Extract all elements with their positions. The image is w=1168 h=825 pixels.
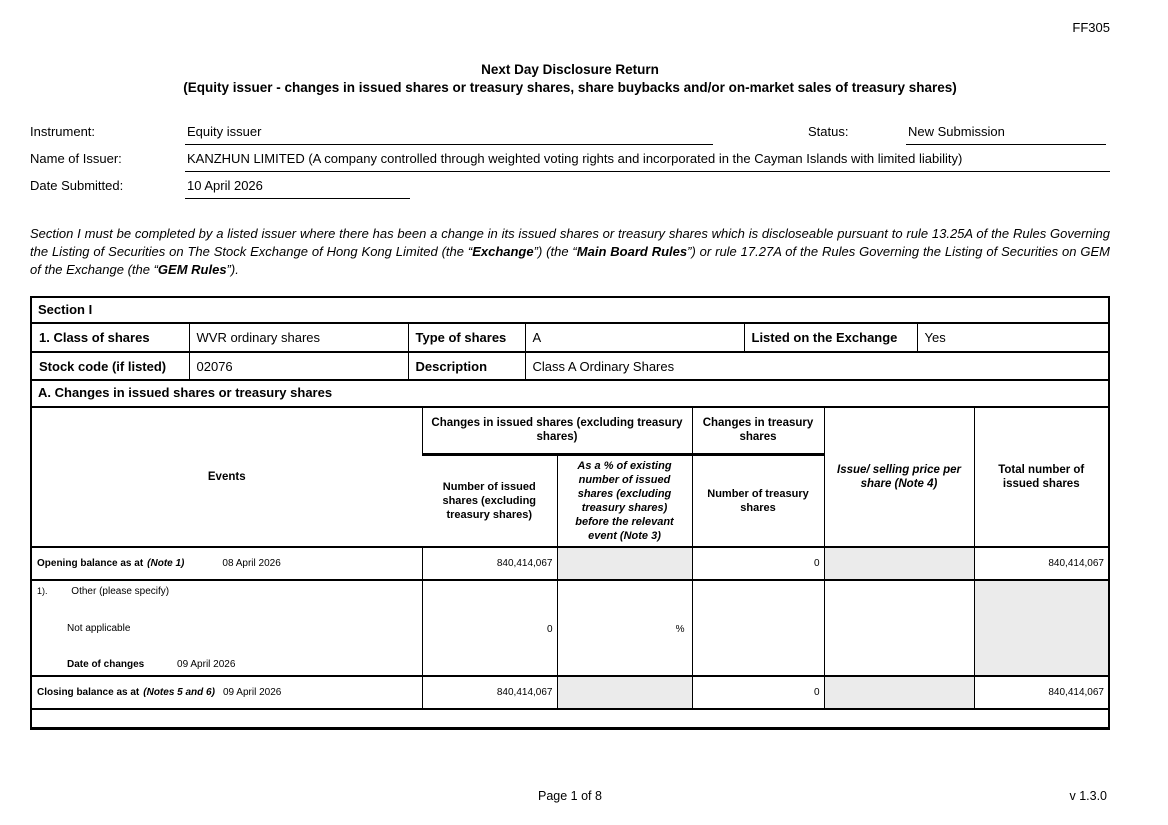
part-a-heading: A. Changes in issued shares or treasury shares bbox=[32, 381, 1108, 408]
other-event-title: Other (please specify) bbox=[71, 585, 170, 597]
section1-instructions bbox=[30, 225, 1110, 279]
form-code: FF305 bbox=[1072, 20, 1110, 35]
intro-text-4: ”). bbox=[226, 262, 239, 277]
opening-balance-row bbox=[32, 547, 1108, 580]
type-of-shares-value: A bbox=[525, 324, 744, 352]
closing-issued-shares: 840,414,067 bbox=[422, 676, 557, 709]
empty-spacer-row bbox=[32, 709, 1108, 727]
opening-price-shaded-cell bbox=[824, 547, 974, 580]
num-issued-column-header: Number of issued shares (excluding treasury shares) bbox=[422, 454, 557, 547]
closing-balance-note: (Notes 5 and 6) bbox=[143, 686, 215, 698]
type-of-shares-label: Type of shares bbox=[408, 324, 525, 352]
status-value: New Submission bbox=[906, 118, 1106, 145]
class-of-shares-label: 1. Class of shares bbox=[32, 324, 189, 352]
closing-balance-label: Closing balance as at bbox=[37, 686, 140, 698]
class-of-shares-row bbox=[32, 324, 1108, 352]
version-number: v 1.3.0 bbox=[1069, 788, 1107, 803]
share-class-table bbox=[32, 324, 1108, 381]
closing-balance-row bbox=[32, 676, 1108, 709]
issuer-row bbox=[30, 145, 1110, 172]
intro-text-3: ”) or rule 17.27A of the Rules Governing the Listing of Securities on GEM of the Exchange (the “ bbox=[30, 244, 1111, 277]
opening-issued-shares: 840,414,067 bbox=[422, 547, 557, 580]
other-event-row bbox=[32, 580, 1108, 676]
issued-shares-group-header: Changes in issued shares (excluding treasury shares) bbox=[422, 408, 692, 454]
group-header-row bbox=[32, 408, 1108, 454]
intro-bold-main-board-rules: Main Board Rules bbox=[576, 244, 688, 259]
closing-balance-date: 09 April 2026 bbox=[222, 686, 282, 698]
empty-spacer-cell bbox=[32, 709, 1108, 727]
issuer-label: Name of Issuer: bbox=[30, 151, 122, 166]
total-issued-column-header: Total number of issued shares bbox=[974, 408, 1108, 547]
form-fields bbox=[30, 118, 1110, 199]
other-percent-sign: % bbox=[557, 580, 692, 676]
date-submitted-row bbox=[30, 172, 1110, 199]
other-price-cell bbox=[824, 580, 974, 676]
date-of-changes-label: Date of changes bbox=[67, 658, 145, 670]
intro-bold-gem-rules: GEM Rules bbox=[157, 262, 227, 277]
closing-price-shaded-cell bbox=[824, 676, 974, 709]
other-event-index: 1). bbox=[37, 585, 48, 596]
title-block bbox=[30, 62, 1110, 95]
listed-on-exchange-value: Yes bbox=[917, 324, 1108, 352]
changes-table bbox=[32, 408, 1108, 727]
opening-total-shares: 840,414,067 bbox=[974, 547, 1108, 580]
num-treasury-column-header: Number of treasury shares bbox=[692, 454, 824, 547]
issuer-value: KANZHUN LIMITED (A company controlled through weighted voting rights and incorporated in the Cayman Islands with limited liability) bbox=[185, 145, 1110, 172]
percent-existing-column-header: As a % of existing number of issued shares (excluding treasury shares) before the relevant event (Note 3) bbox=[557, 454, 692, 547]
events-column-header: Events bbox=[32, 408, 422, 547]
opening-balance-note: (Note 1) bbox=[147, 557, 185, 569]
intro-text-2: ”) (the “ bbox=[533, 244, 577, 259]
section1-table bbox=[30, 296, 1110, 730]
stock-code-row bbox=[32, 352, 1108, 380]
page-title: Next Day Disclosure Return bbox=[481, 62, 659, 77]
other-total-shaded-cell bbox=[974, 580, 1108, 676]
page-number: Page 1 of 8 bbox=[538, 788, 602, 803]
status-label: Status: bbox=[808, 124, 849, 139]
instrument-row bbox=[30, 118, 1110, 145]
opening-percent-shaded-cell bbox=[557, 547, 692, 580]
price-column-header: Issue/ selling price per share (Note 4) bbox=[824, 408, 974, 547]
opening-balance-label: Opening balance as at bbox=[37, 557, 144, 569]
closing-percent-shaded-cell bbox=[557, 676, 692, 709]
intro-bold-exchange: Exchange bbox=[472, 244, 534, 259]
date-submitted-value: 10 April 2026 bbox=[185, 172, 410, 199]
stock-code-label: Stock code (if listed) bbox=[32, 352, 189, 380]
treasury-shares-group-header: Changes in treasury shares bbox=[692, 408, 824, 454]
other-event-title-line bbox=[37, 586, 417, 597]
instrument-label: Instrument: bbox=[30, 124, 96, 139]
section1-heading: Section I bbox=[32, 298, 1108, 324]
page-footer bbox=[30, 789, 1110, 805]
description-value: Class A Ordinary Shares bbox=[525, 352, 1108, 380]
date-submitted-label: Date Submitted: bbox=[30, 178, 124, 193]
opening-balance-label-cell bbox=[32, 547, 422, 580]
description-label: Description bbox=[408, 352, 525, 380]
other-issued-shares: 0 bbox=[422, 580, 557, 676]
other-event-label-cell bbox=[32, 580, 422, 676]
other-event-date-line bbox=[67, 659, 417, 670]
closing-total-shares: 840,414,067 bbox=[974, 676, 1108, 709]
stock-code-value: 02076 bbox=[189, 352, 408, 380]
page-subtitle: (Equity issuer - changes in issued shares or treasury shares, share buybacks and/or on-market sales of treasury shares) bbox=[183, 80, 957, 95]
opening-balance-date: 08 April 2026 bbox=[222, 557, 281, 569]
closing-balance-label-cell bbox=[32, 676, 422, 709]
listed-on-exchange-label: Listed on the Exchange bbox=[744, 324, 917, 352]
other-event-detail: Not applicable bbox=[67, 622, 131, 634]
date-of-changes-value: 09 April 2026 bbox=[177, 658, 236, 670]
intro-text-1: Section I must be completed by a listed issuer where there has been a change in its issued shares or treasury shares which is discloseable pursuant to rule 13.25A of the Rules Governing the Listing of Securities on The Stock Exchange of Hong Kong Limited (the “ bbox=[30, 226, 1110, 259]
closing-treasury-shares: 0 bbox=[692, 676, 824, 709]
instrument-value: Equity issuer bbox=[185, 118, 713, 145]
opening-treasury-shares: 0 bbox=[692, 547, 824, 580]
other-treasury-cell bbox=[692, 580, 824, 676]
class-of-shares-value: WVR ordinary shares bbox=[189, 324, 408, 352]
